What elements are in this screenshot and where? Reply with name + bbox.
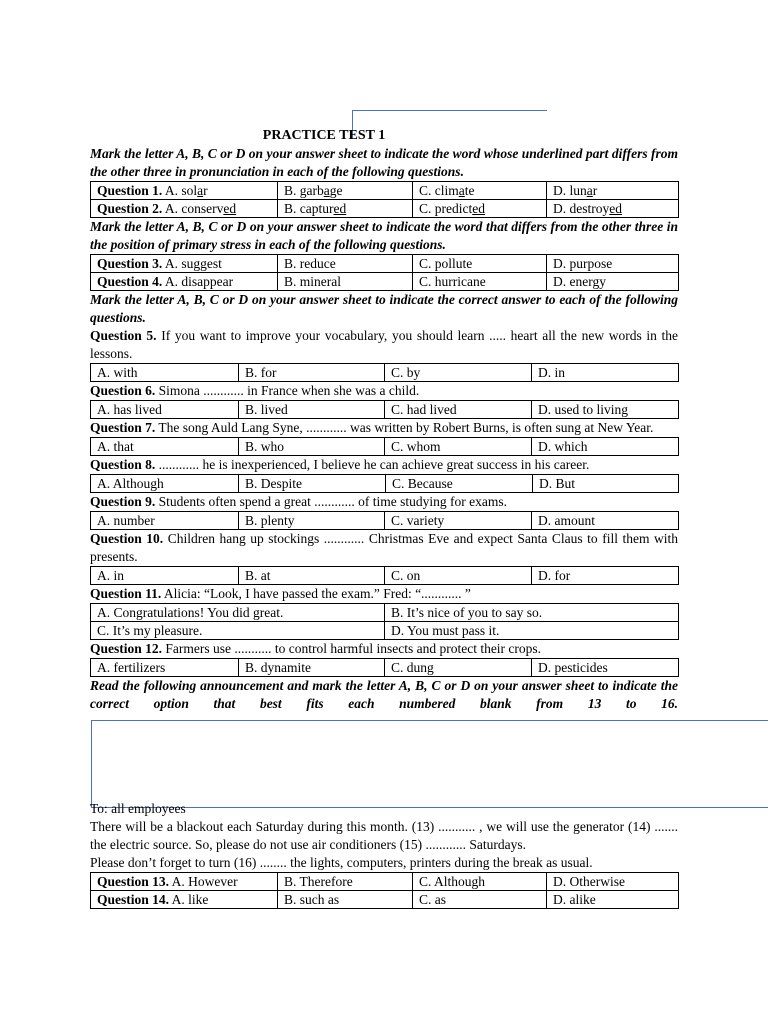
answer-table-q1-q2 [90, 181, 679, 218]
table-row: A. fertilizers B. dynamite C. dung D. pesticides [91, 659, 679, 677]
question-7: Question 7. The song Auld Lang Syne, ............ was written by Robert Burns, is often sung at New Year. [90, 420, 654, 435]
document-body [90, 126, 678, 909]
question-6: Question 6. Simona ............ in France when she was a child. [90, 383, 420, 398]
table-row: Question 1. A. solar B. garbage C. climate D. lunar [91, 182, 679, 200]
table-row: Question 2. A. conserved B. captured C. predicted D. destroyed [91, 200, 679, 218]
question-label: Question 2. [97, 201, 163, 216]
question-8: Question 8. ............ he is inexperienced, I believe he can achieve great success in his career. [90, 457, 590, 472]
options-q9 [90, 511, 679, 530]
table-row: A. Congratulations! You did great. B. It’s nice of you to say so. [91, 604, 679, 622]
instruction-pronunciation: Mark the letter A, B, C or D on your answer sheet to indicate the word whose underlined part differs from the other three in pronunciation in each of the following questions. [90, 146, 678, 179]
instruction-correct-answer: Mark the letter A, B, C or D on your answer sheet to indicate the correct answer to each of the following questions. [90, 292, 678, 325]
table-row: A. number B. plenty C. variety D. amount [91, 512, 679, 530]
table-row: A. that B. who C. whom D. which [91, 438, 679, 456]
answer-table-q3-q4 [90, 254, 679, 291]
table-row: C. It’s my pleasure. D. You must pass it. [91, 622, 679, 640]
options-q10 [90, 566, 679, 585]
options-q6 [90, 400, 679, 419]
table-row: Question 4. A. disappear B. mineral C. hurricane D. energy [91, 273, 679, 291]
announcement-to: To: all employees [90, 801, 186, 816]
answer-table-q13-q14 [90, 872, 679, 909]
question-9: Question 9. Students often spend a great ............ of time studying for exams. [90, 494, 507, 509]
question-5: Question 5. If you want to improve your vocabulary, you should learn ..... heart all the new words in the lessons. [90, 328, 679, 361]
table-row: A. Although B. Despite C. Because D. But [91, 475, 679, 493]
options-q8 [90, 474, 679, 493]
options-q7 [90, 437, 679, 456]
table-row: A. with B. for C. by D. in [91, 364, 679, 382]
question-12: Question 12. Farmers use ........... to control harmful insects and protect their crops. [90, 641, 542, 656]
question-11: Question 11. Alicia: “Look, I have passed the exam.” Fred: “............ ” [90, 586, 471, 601]
announcement-last: Please don’t forget to turn (16) ........ the lights, computers, printers during the break as usual. [90, 855, 593, 870]
table-row: Question 13. A. However B. Therefore C. Although D. Otherwise [91, 873, 679, 891]
instruction-stress: Mark the letter A, B, C or D on your answer sheet to indicate the word that differs from the other three in the position of primary stress in each of the following questions. [90, 219, 678, 252]
table-row: A. in B. at C. on D. for [91, 567, 679, 585]
instruction-announcement: Read the following announcement and mark the letter A, B, C or D on your answer sheet to indicate the correct option that best fits each numbered blank from 13 to 16. [90, 678, 678, 711]
question-10: Question 10. Children hang up stockings ............ Christmas Eve and expect Santa Claus to fill them with presents. [90, 531, 679, 564]
options-q5 [90, 363, 679, 382]
options-q11 [90, 603, 679, 640]
table-row: A. has lived B. lived C. had lived D. used to living [91, 401, 679, 419]
options-q12 [90, 658, 679, 677]
table-row: Question 14. A. like B. such as C. as D. alike [91, 891, 679, 909]
announcement-body: There will be a blackout each Saturday during this month. (13) ........... , we will use the generator (14) ....... the electric source. So, please do not use air conditioners (15) ............ Saturdays. [90, 819, 678, 852]
table-row: Question 3. A. suggest B. reduce C. pollute D. purpose [91, 255, 679, 273]
page-title: PRACTICE TEST 1 [262, 128, 386, 143]
question-label: Question 1. [97, 183, 163, 198]
